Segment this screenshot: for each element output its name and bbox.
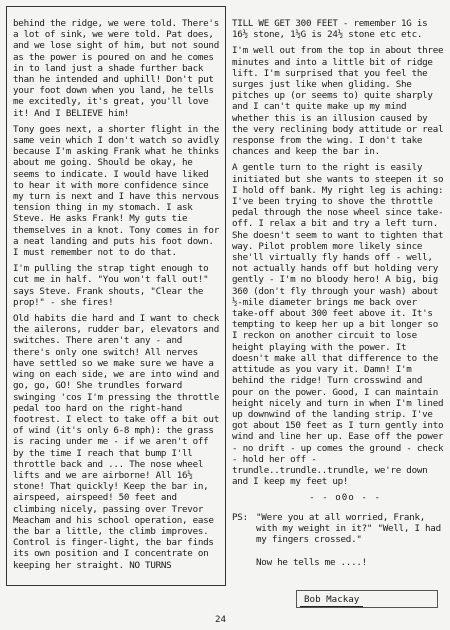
author-signature: Bob Mackay (300, 594, 363, 607)
right-paragraph-2: I'm well out from the top in about three minutes and into a little bit of ridge lift. I'm surprised that you feel the surges just like when gliding. She pitches up (or seems to) quite sharply and I can't quite make up my mind whether this is an illusion caused by the very reclining body attitude or real response from the wing. I don't take chances and keep the bar in. (232, 45, 449, 158)
postscript-label: PS: (232, 512, 248, 523)
section-divider: - - o0o - - (309, 492, 381, 503)
left-paragraph-2: Tony goes next, a shorter flight in the same vein which I don't watch so avidly because I'm asking Frank what he thinks about me going. Should be okay, he seems to indicate. I would have liked to hear it with more confidence since my turn is next and I have this nervous tension thing in my stomach. I ask Steve. He asks Frank! My guts tie themselves in a knot. Tony comes in for a neat landing and puts his foot down. I must remember not to do that. (13, 123, 225, 259)
page-number: 24 (215, 614, 227, 625)
left-paragraph-1: behind the ridge, we were told. There's a lot of sink, we were told. Pat does, and we lose sight of him, but not sound as the power is poured on and he comes in to land just a shade further back than he intended and uphill! Don't put your foot down when you land, he tells me excitedly, it's great, you'll love it! And I BELIEVE him! (13, 18, 225, 119)
postscript-text: "Were you at all worried, Frank, with my weight in it?" "Well, I had my fingers crossed." Now he tells me ....! (256, 512, 441, 568)
right-paragraph-3: A gentle turn to the right is easily initiated but she wants to steepen it so I hold off bank. My right leg is aching: I've been trying to shove the throttle pedal through the nose wheel since take-off. I relax a bit and try a left turn. She doesn't seem to want to tighten that way. Pilot problem more likely since she'll virtually fly hands off - well, not actually hands off but holding very gently - I'm no bloody hero! A big, big 360 (don't fly through your wash) about ½-mile diameter brings me back over take-off about 300 feet above it. It's tempting to keep her up a bit longer so I reckon on another circuit to lose height playing with the power. It doesn't make all that difference to the attitude as you vary it. Damn! I'm behind the ridge! Turn crosswind and pour on the power. Good, I can maintain height nicely and turn in when I'm lined up downwind of the landing strip. I've got about 150 feet as I turn gently into wind and line her up. Ease off the power - no drift - up comes the ground - check - hold her off - trundle..trundle..trundle, we're down and I keep my feet up! (232, 162, 449, 488)
left-column (13, 18, 225, 571)
right-paragraph-1: TILL WE GET 300 FEET - remember 1G is 16½ stone, 1½G is 24½ stone etc etc. (232, 18, 433, 41)
left-paragraph-4: Old habits die hard and I want to check the ailerons, rudder bar, elevators and switches. There aren't any - and there's only one switch! All nerves have settled so we make sure we have a wing on each side, we are into wind and go, go, GO! She trundles forward swinging 'cos I'm pressing the throttle pedal too hard on the right-hand footrest. I elect to take off a bit out of wind (it's only 6-8 mph): the grass is racing under me - if we aren't off by the time I reach that bump I'll throttle back and ... The nose wheel lifts and we are airborne! All 16½ stone! That quickly! Keep the bar in, airspeed, airspeed! 50 feet and climbing nicely, passing over Trevor Meacham and his school operation, ease the bar a little, the climb improves. Control is finger-light, the bar finds its own position and I concentrate on keeping her straight. NO TURNS (13, 313, 225, 571)
left-paragraph-3: I'm pulling the strap tight enough to cut me in half. "You won't fall out!" says Steve. Frank shouts, "Clear the prop!" - she fires! (13, 263, 214, 308)
right-column (232, 18, 449, 488)
